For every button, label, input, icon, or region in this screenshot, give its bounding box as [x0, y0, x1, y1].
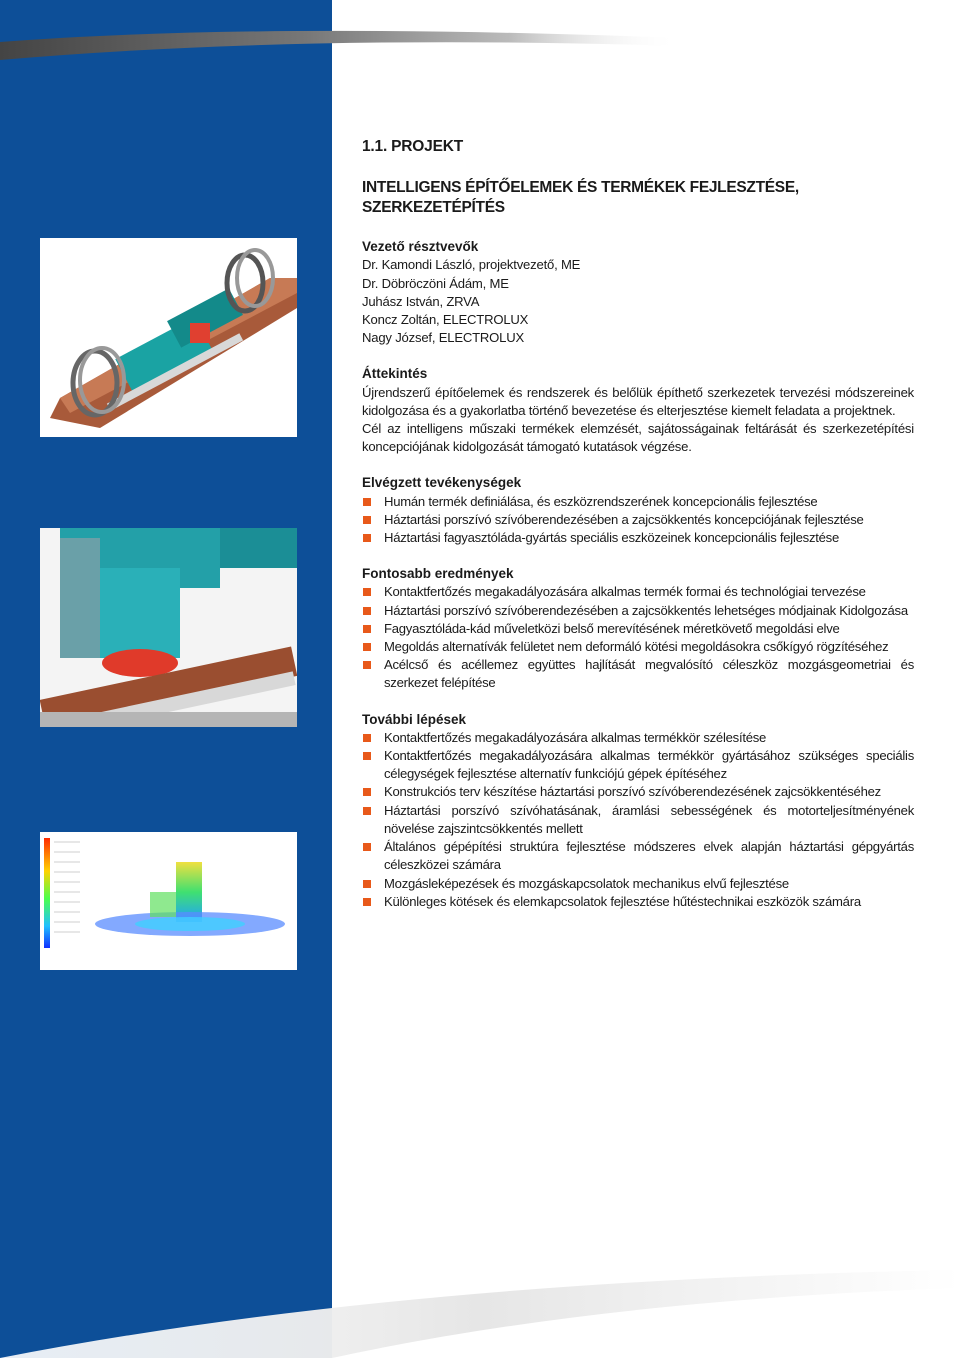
square-bullet-icon [363, 734, 371, 742]
title-line-2: SZERKEZETÉPÍTÉS [362, 199, 505, 217]
simulation-plot-image [40, 832, 297, 970]
list-item: Különleges kötések és elemkapcsolatok fejlesztése hűtéstechnikai eszközök számára [362, 893, 914, 911]
leader-item: Dr. Kamondi László, projektvezető, ME [362, 257, 581, 273]
square-bullet-icon [363, 898, 371, 906]
bottom-swoosh-decoration [0, 1240, 960, 1358]
list-item: Fagyasztóláda-kád műveletközi belső merevítésének méretkövető megoldási elve [362, 620, 914, 638]
square-bullet-icon [363, 807, 371, 815]
square-bullet-icon [363, 643, 371, 651]
overview-paragraph: Cél az intelligens műszaki termékek elemzését, sajátosságainak feltárását és szerkezetépítési koncepciójának kidolgozását támogató kutatások végzése. [362, 421, 914, 455]
list-item: Kontaktfertőzés megakadályozására alkalmas termékkör szélesítése [362, 729, 914, 747]
project-label: 1.1. PROJEKT [362, 138, 463, 155]
square-bullet-icon [363, 880, 371, 888]
leader-item: Juhász István, ZRVA [362, 293, 480, 309]
square-bullet-icon [363, 534, 371, 542]
results-section [362, 565, 914, 692]
list-item: Konstrukciós terv készítése háztartási porszívó szívóberendezésének zajcsökkentéséhez [362, 783, 914, 801]
list-item: Kontaktfertőzés megakadályozására alkalmas termék formai és technológiai tervezése [362, 583, 914, 601]
leaders-section [362, 238, 914, 347]
list-item: Háztartási porszívó szívóberendezésében a zajcsökkentés lehetséges módjainak Kidolgozása [362, 602, 914, 620]
list-item: Általános gépépítési struktúra fejlesztése módszeres elvek alapján háztartási gépgyártás céleszközei számára [362, 838, 914, 874]
main-content [362, 138, 914, 929]
square-bullet-icon [363, 843, 371, 851]
machine-render-image-2 [40, 528, 297, 727]
next-steps-heading: További lépések [362, 711, 467, 727]
results-heading: Fontosabb eredmények [362, 566, 514, 582]
page-title [362, 178, 914, 218]
activities-list [362, 493, 914, 548]
square-bullet-icon [363, 516, 371, 524]
square-bullet-icon [363, 607, 371, 615]
square-bullet-icon [363, 788, 371, 796]
square-bullet-icon [363, 661, 371, 669]
leader-item: Koncz Zoltán, ELECTROLUX [362, 312, 529, 328]
next-steps-section [362, 711, 914, 911]
activities-section [362, 474, 914, 547]
leaders-heading: Vezető résztvevők [362, 239, 479, 255]
list-item: Háztartási porszívó szívóberendezésében a zajcsökkentés koncepciójának fejlesztése [362, 511, 914, 529]
list-item: Acélcső és acéllemez együttes hajlítását megvalósító céleszköz mozgásgeometriai és szerkezet felépítése [362, 656, 914, 692]
list-item: Mozgásleképezések és mozgáskapcsolatok mechanikus elvű fejlesztése [362, 875, 914, 893]
results-list [362, 583, 914, 692]
title-line-1: INTELLIGENS ÉPÍTŐELEMEK ÉS TERMÉKEK FEJLESZTÉSE, [362, 179, 799, 197]
overview-section [362, 365, 914, 456]
overview-heading: Áttekintés [362, 366, 428, 382]
list-item: Háztartási fagyasztóláda-gyártás speciális eszközeinek koncepcionális fejlesztése [362, 529, 914, 547]
next-steps-list [362, 729, 914, 911]
leader-item: Nagy József, ELECTROLUX [362, 330, 525, 346]
square-bullet-icon [363, 752, 371, 760]
list-item: Háztartási porszívó szívóhatásának, áramlási sebességének és motorteljesítményének növelése zajszintcsökkentés mellett [362, 802, 914, 838]
top-swoosh-decoration [0, 0, 700, 70]
overview-paragraph: Újrendszerű építőelemek és rendszerek és belőlük építhető szerkezetek tervezési módszereinek kidolgozása és a gyakorlatba történő bevezetése és elterjesztése kiemelt feladata a projektnek. [362, 384, 914, 418]
list-item: Megoldás alternatívák felületet nem deformáló kötési megoldásokra csőkígyó rögzítéséhez [362, 638, 914, 656]
square-bullet-icon [363, 498, 371, 506]
list-item: Humán termék definiálása, és eszközrendszerének koncepcionális fejlesztése [362, 493, 914, 511]
list-item: Kontaktfertőzés megakadályozására alkalmas termékkör gyártásához szükséges speciális célegységek fejlesztése alternatív funkciójú gépek építéséhez [362, 747, 914, 783]
machine-render-image-1 [40, 238, 297, 437]
leader-item: Dr. Döbröczöni Ádám, ME [362, 275, 509, 291]
square-bullet-icon [363, 625, 371, 633]
activities-heading: Elvégzett tevékenységek [362, 475, 522, 491]
square-bullet-icon [363, 588, 371, 596]
